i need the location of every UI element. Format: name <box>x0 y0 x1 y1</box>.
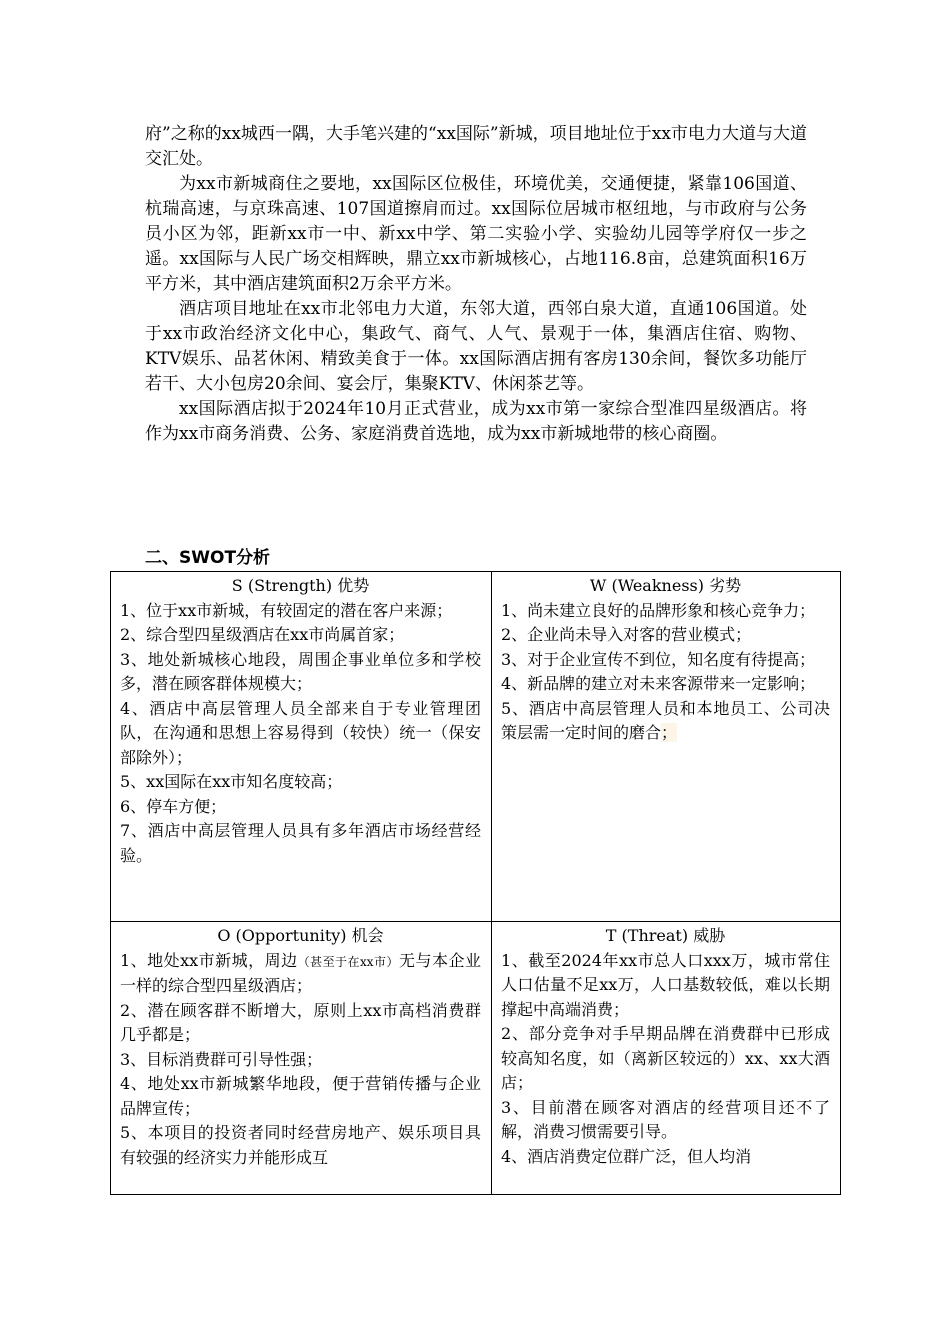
opportunity-item: 5、本项目的投资者同时经营房地产、娱乐项目具有较强的经济实力并能形成互 <box>120 1123 481 1167</box>
weakness-title: W (Weakness) 劣势 <box>589 576 742 595</box>
intro-paragraph: xx国际酒店拟于2024年10月正式营业，成为xx市第一家综合型准四星级酒店。将作为xx市商务消费、公务、家庭消费首选地，成为xx市新城地带的核心商圈。 <box>145 399 807 444</box>
opportunity-title: O (Opportunity) 机会 <box>217 926 384 945</box>
strength-item: 1、位于xx市新城，有较固定的潜在客户来源； <box>120 600 453 620</box>
strength-item: 3、地处新城核心地段，周围企事业单位多和学校多，潜在顾客群体规模大； <box>120 649 481 693</box>
opportunity-cell <box>111 922 492 1195</box>
intro-text <box>145 122 807 447</box>
strength-item: 4、酒店中高层管理人员全部来自于专业管理团队，在沟通和思想上容易得到（较快）统一（保安部除外）； <box>120 698 481 767</box>
strength-item: 7、酒店中高层管理人员具有多年酒店市场经营经验。 <box>120 821 481 865</box>
strength-title: S (Strength) 优势 <box>231 576 370 595</box>
swot-row-bottom <box>111 922 841 1195</box>
opportunity-item: 3、目标消费群可引导性强； <box>120 1049 323 1069</box>
strength-item: 2、综合型四星级酒店在xx市尚属首家； <box>120 625 405 644</box>
weakness-cell <box>492 572 841 922</box>
swot-table <box>110 571 841 1195</box>
opportunity-item: 2、潜在顾客群不断增大，原则上xx市高档消费群几乎都是； <box>120 1000 481 1044</box>
threat-item: 4、酒店消费定位群广泛，但人均消 <box>501 1146 752 1166</box>
threat-cell <box>492 922 841 1195</box>
threat-item: 2、部分竞争对手早期品牌在消费群中已形成较高知名度，如（离新区较远的）xx、xx大酒店； <box>501 1024 830 1092</box>
opportunity-item-1-a: 1、地处xx市新城，周边 <box>120 950 298 970</box>
opportunity-item: 4、地处xx市新城繁华地段，便于营销传播与企业品牌宣传； <box>120 1074 481 1118</box>
threat-item: 1、截至2024年xx市总人口xxx万，城市常住人口估量不足xx万，人口基数较低，难以长期撑起中高端消费； <box>501 950 830 1019</box>
intro-paragraph: 府”之称的xx城西一隅，大手笔兴建的“xx国际”新城，项目地址位于xx市电力大道与大道交汇处。 <box>145 124 807 169</box>
strength-item: 5、xx国际在xx市知名度较高； <box>120 772 343 791</box>
strength-cell <box>111 572 492 922</box>
threat-title: T (Threat) 威胁 <box>605 926 726 945</box>
weakness-item: 3、对于企业宣传不到位，知名度有待提高； <box>501 649 816 669</box>
threat-item: 3、目前潜在顾客对酒店的经营项目还不了解，消费习惯需要引导。 <box>501 1097 830 1141</box>
section-heading: 二、SWOT分析 <box>145 548 271 568</box>
swot-row-top <box>111 572 841 922</box>
weakness-item: 1、尚未建立良好的品牌形象和核心竞争力； <box>501 600 816 620</box>
weakness-item-5-tail: ； <box>661 723 678 742</box>
opportunity-item-1-b: 无与本企业一样的综合型四星级酒店； <box>120 950 481 995</box>
opportunity-content <box>120 924 481 1192</box>
opportunity-item <box>120 949 481 999</box>
opportunity-item-1-note: （甚至于在xx市） <box>297 954 400 969</box>
intro-paragraph: 酒店项目地址在xx市北邻电力大道，东邻大道，西邻白泉大道，直通106国道。处于xx市政治经济文化中心，集政气、商气、人气、景观于一体，集酒店住宿、购物、KTV娱乐、品茗休闲、精致美食于一体。xx国际酒店拥有客房130余间，餐饮多功能厅若干、大小包房20余间、宴会厅，集聚KTV、休闲茶艺等。 <box>145 299 807 394</box>
weakness-item: 2、企业尚未导入对客的营业模式； <box>501 625 752 644</box>
weakness-item: 4、新品牌的建立对未来客源带来一定影响； <box>501 674 816 693</box>
threat-content <box>501 924 830 1192</box>
strength-item: 6、停车方便； <box>120 796 227 816</box>
weakness-item <box>501 697 830 746</box>
weakness-item-5-text: 5、酒店中高层管理人员和本地员工、公司决策层需一定时间的磨合 <box>501 698 830 742</box>
intro-paragraph: 为xx市新城商住之要地，xx国际区位极佳，环境优美，交通便捷，紧靠106国道、杭瑞高速，与京珠高速、107国道擦肩而过。xx国际位居城市枢纽地，与市政府与公务员小区为邻，距新xx市一中、新xx中学、第二实验小学、实验幼儿园等学府仅一步之遥。xx国际与人民广场交相辉映，鼎立xx市新城核心，占地116.8亩，总建筑面积16万平方米，其中酒店建筑面积2万余平方米。 <box>145 174 807 294</box>
